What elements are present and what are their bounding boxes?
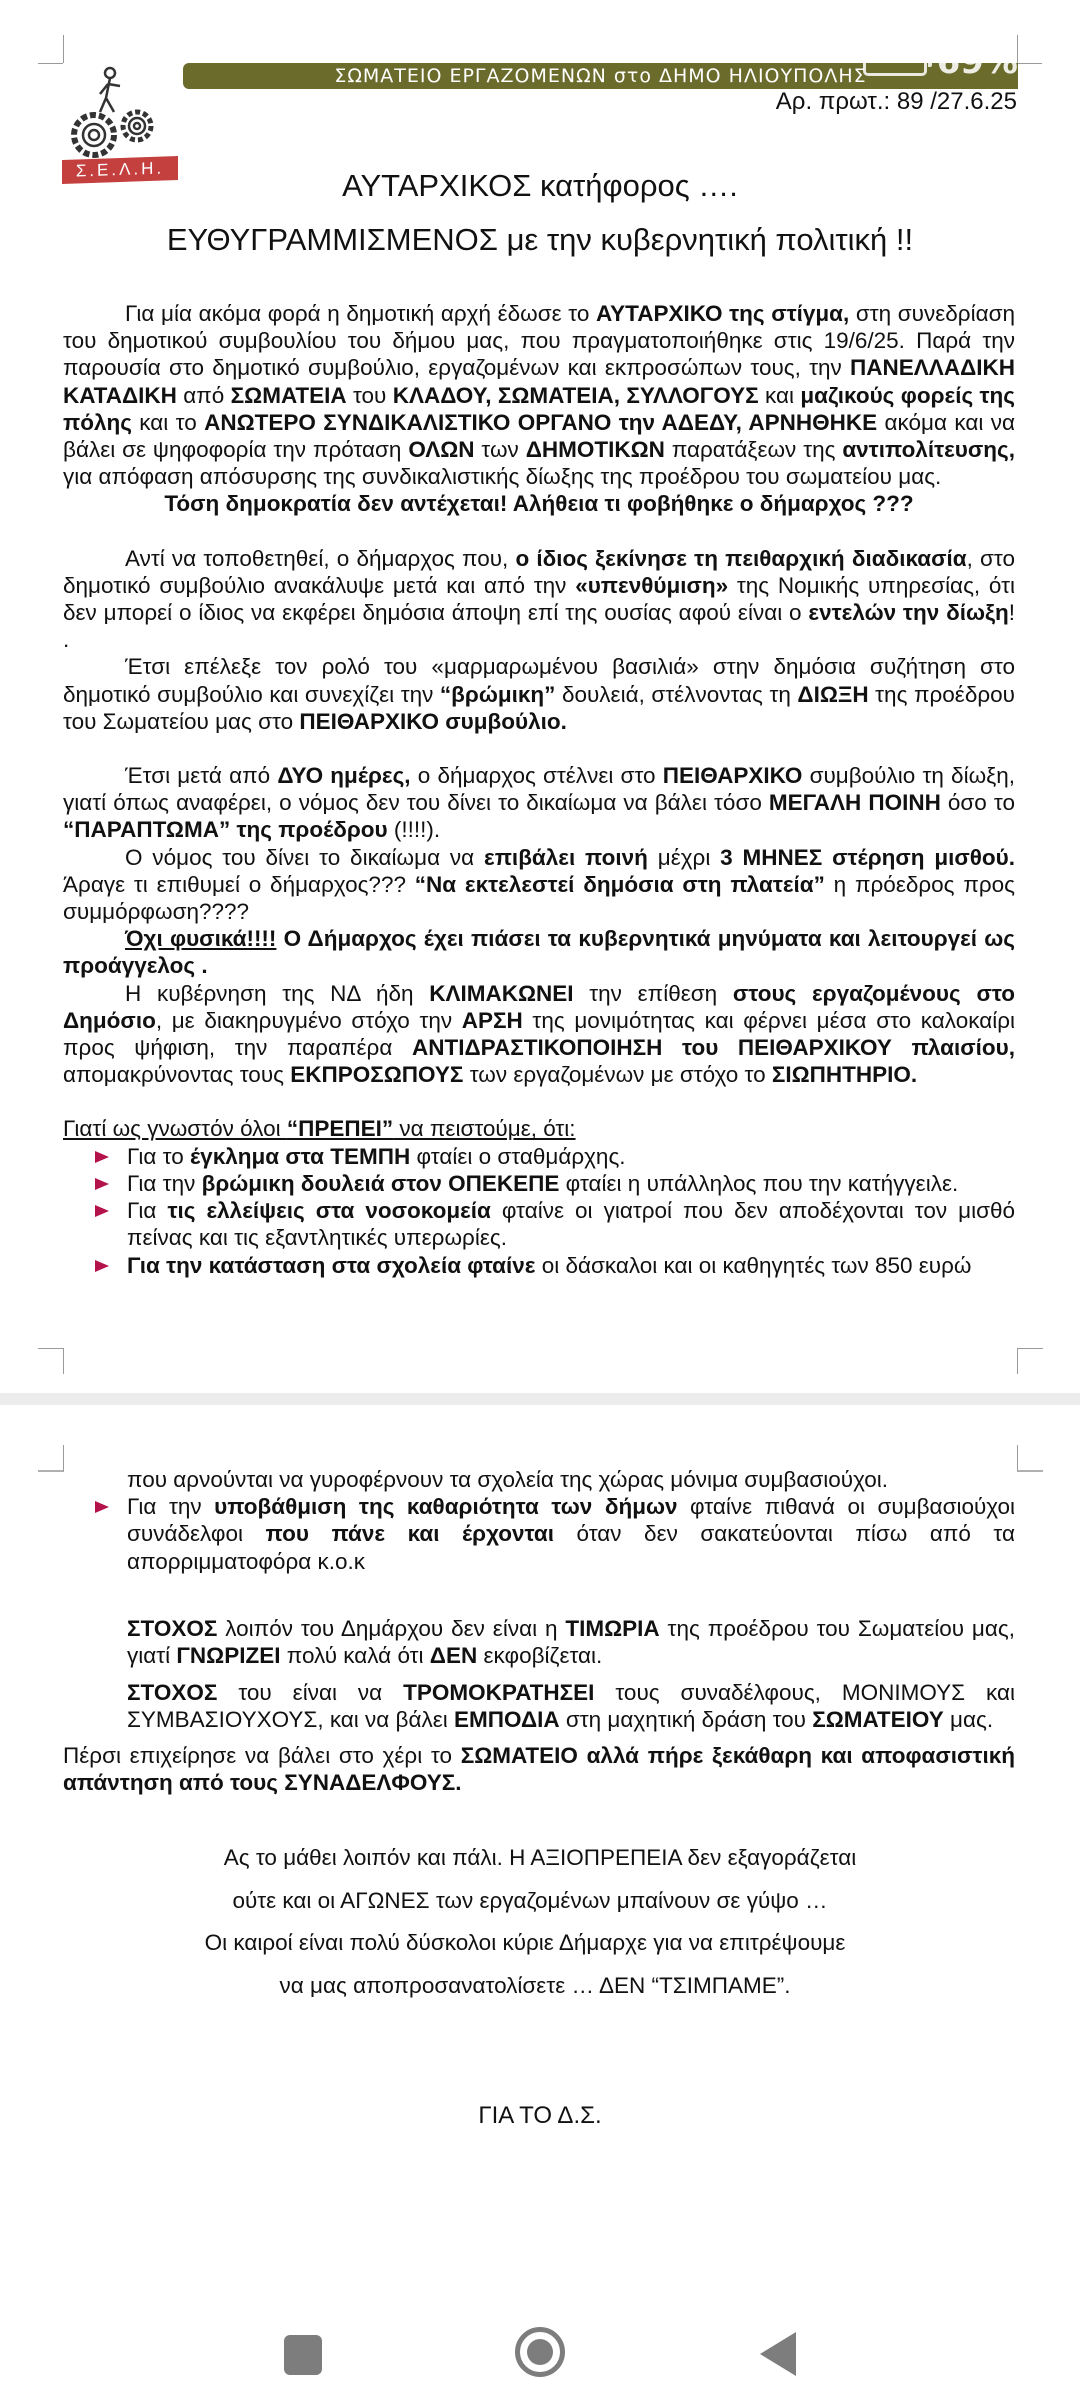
closing-line-1: Ας το μάθει λοιπόν και πάλι. Η ΑΞΙΟΠΡΕΠΕΙΑ δεν εξαγοράζεται [223, 1845, 857, 1870]
arrow-bullet-icon [95, 1205, 109, 1217]
list-item: Για τις ελλείψεις στα νοσοκομεία φταίνε οι γιατροί που δεν αποδέχονται τον μισθό πείνας και τις εξαντλητικές υπερωρίες. [95, 1197, 1015, 1251]
android-navigation-bar [0, 2270, 1080, 2400]
recent-apps-icon[interactable] [284, 2335, 322, 2375]
battery-icon [863, 48, 927, 76]
back-icon[interactable] [760, 2332, 796, 2376]
closing-line-2: ούτε και οι ΑΓΩΝΕΣ των εργαζομένων μπαίνουν σε γύψο … [232, 1888, 828, 1913]
home-icon[interactable] [515, 2327, 565, 2377]
paragraph-last-year: Πέρσι επιχείρησε να βάλει στο χέρι το ΣΩΜΑΤΕΙΟ αλλά πήρε ξεκάθαρη και αποφασιστική απάντηση από τους ΣΥΝΑΔΕΛΦΟΥΣ. [63, 1742, 1015, 1795]
list-item: Για το έγκλημα στα ΤΕΜΠΗ φταίει ο σταθμάρχης. [95, 1143, 1015, 1170]
crop-mark-top-left [38, 1445, 64, 1472]
arrow-bullet-icon [95, 1501, 109, 1513]
crop-mark-bottom-left [38, 1348, 64, 1374]
arrow-bullet-icon [95, 1151, 109, 1163]
logo-text: Σ.Ε.Λ.Η. [62, 156, 178, 184]
union-banner: ΣΩΜΑΤΕΙΟ ΕΡΓΑΖΟΜΕΝΩΝ στο ΔΗΜΟ ΗΛΙΟΥΠΟΛΗΣ [183, 63, 1018, 89]
crop-mark-top-right [1017, 35, 1043, 63]
status-bar-overlay [863, 40, 1018, 84]
list-intro: Γιατί ως γνωστόν όλοι “ΠΡΕΠΕΙ” να πειστούμε, ότι: [63, 1116, 576, 1142]
battery-percent: 69% [936, 42, 1018, 82]
crop-mark-top-right [1017, 1445, 1043, 1472]
list-item: Για την υποβάθμιση της καθαριότητα των δήμων φταίνε πιθανά οι συμβασιούχοι συνάδελφοι που πάνε και έρχονται όταν δεν σακατεύονται πίσω από τα απορριμματοφόρα κ.ο.κ [95, 1493, 1015, 1575]
arrow-bullet-icon [95, 1178, 109, 1190]
paragraph-question: Τόση δημοκρατία δεν αντέχεται! Αλήθεια τι φοβήθηκε ο δήμαρχος ??? [164, 491, 914, 517]
paragraph-law: Ο νόμος του δίνει το δικαίωμα να επιβάλει ποινή μέχρι 3 ΜΗΝΕΣ στέρηση μισθού. Άραγε τι επιθυμεί ο δήμαρχος??? “Να εκτελεστεί δημόσια στη πλατεία” η πρόεδρος προς συμμόρφωση???? [63, 844, 1016, 925]
signature: ΓΙΑ ΤΟ Δ.Σ. [478, 2102, 602, 2129]
list-item: Για την κατάσταση στα σχολεία φταίνε οι δάσκαλοι και οι καθηγητές των 850 ευρώ [95, 1252, 1015, 1279]
closing-line-4: να μας αποπροσανατολίσετε … ΔΕΝ “ΤΣΙΜΠΑΜΕ”. [279, 1973, 791, 1998]
paragraph-intro: Για μία ακόμα φορά η δημοτική αρχή έδωσε το ΑΥΤΑΡΧΙΚΟ της στίγμα, στη συνεδρίαση του δημοτικού συμβουλίου του δήμου μας, που πραγματοποιήθηκε στις 19/6/25. Παρά την παρουσία στο δημοτικό συμβούλιο, εργαζομένων και εκπροσώπων τους, την ΠΑΝΕΛΛΑΔΙΚΗ ΚΑΤΑΔΙΚΗ από ΣΩΜΑΤΕΙΑ του ΚΛΑΔΟΥ, ΣΩΜΑΤΕΙΑ, ΣΥΛΛΟΓΟΥΣ και μαζικούς φορείς της πόλης και το ΑΝΩΤΕΡΟ ΣΥΝΔΙΚΑΛΙΣΤΙΚΟ ΟΡΓΑΝΟ την ΑΔΕΔΥ, ΑΡΝΗΘΗΚΕ ακόμα και να βάλει σε ψηφοφορία την πρόταση ΟΛΩΝ των ΔΗΜΟΤΙΚΩΝ παρατάξεων της αντιπολίτευσης, για απόφαση απόσυρσης της συνδικαλιστικής δίωξης της προέδρου του σωματείου μας. [63, 301, 1015, 490]
protocol-number: Αρ. πρωτ.: 89 /27.6.25 [775, 88, 1017, 115]
arrow-bullet-icon [95, 1260, 109, 1272]
blame-list [63, 1143, 1015, 1279]
paragraph-government: Η κυβέρνηση της ΝΔ ήδη ΚΛΙΜΑΚΩΝΕΙ την επίθεση στους εργαζομένους στο Δημόσιο, με διακηρυγμένο στόχο την ΑΡΣΗ της μονιμότητας και φέρνει μέσα στο καλοκαίρι προς ψήφιση, την παραπέρα ΑΝΤΙΔΡΑΣΤΙΚΟΠΟΙΗΣΗ του ΠΕΙΘΑΡΧΙΚΟΥ πλαισίου, απομακρύνοντας τους ΕΚΠΡΟΣΩΠΟΥΣ των εργαζομένων με στόχο το ΣΙΩΠΗΤΗΡΙΟ. [63, 980, 1016, 1088]
paragraph-of-course-not: Όχι φυσικά!!!! Ο Δήμαρχος έχει πιάσει τα κυβερνητικά μηνύματα και λειτουργεί ως προάγγελος . [63, 926, 1015, 979]
crop-mark-top-right-h [1017, 63, 1042, 64]
crop-mark-top-left [38, 35, 64, 63]
gears-walker-icon [52, 60, 182, 160]
body-section-1 [63, 300, 1015, 1279]
paragraph-goal-1: ΣΤΟΧΟΣ λοιπόν του Δημάρχου δεν είναι η ΤΙΜΩΡΙΑ της προέδρου του Σωματείου μας, γιατί ΓΝΩΡΙΖΕΙ πολύ καλά ότι ΔΕΝ εκφοβίζεται. [127, 1615, 1015, 1669]
paragraph-two-days: Έτσι μετά από ΔΥΟ ημέρες, ο δήμαρχος στέλνει στο ΠΕΙΘΑΡΧΙΚΟ συμβούλιο τη δίωξη, γιατί όπως αναφέρει, ο νόμος δεν του δίνει το δικαίωμα να βάλει τόσο ΜΕΓΑΛΗ ΠΟΙΝΗ όσο το “ΠΑΡΑΠΤΩΜΑ” της προέδρου (!!!!). [63, 763, 1015, 843]
body-section-2 [63, 1466, 1015, 1796]
page-separator [0, 1393, 1080, 1405]
title-line-2: ΕΥΘΥΓΡΑΜΜΙΣΜΕΝΟΣ με την κυβερνητική πολιτική !! [166, 222, 914, 257]
list-item-continuation: που αρνούνται να γυροφέρνουν τα σχολεία της χώρας μόνιμα συμβασιούχοι. [127, 1467, 889, 1492]
title-line-1: ΑΥΤΑΡΧΙΚΟΣ κατήφορος …. [342, 168, 738, 203]
list-item: Για την βρώμικη δουλειά στον ΟΠΕΚΕΠΕ φταίει η υπάλληλος που την κατήγγειλε. [95, 1170, 1015, 1197]
paragraph-mayor: Αντί να τοποθετηθεί, ο δήμαρχος που, ο ίδιος ξεκίνησε τη πειθαρχική διαδικασία, στο δημοτικό συμβούλιο ανακάλυψε μετά και από την «υπενθύμιση» της Νομικής υπηρεσίας, ότι δεν μπορεί ο ίδιος να εκφέρει δημόσια άποψη επί της ουσίας αφού είναι ο εντελών την δίωξη! . [63, 545, 1016, 653]
goal-section [63, 1615, 1015, 1734]
paragraph-goal-2: ΣΤΟΧΟΣ του είναι να ΤΡΟΜΟΚΡΑΤΗΣΕΙ τους συναδέλφους, ΜΟΝΙΜΟΥΣ και ΣΥΜΒΑΣΙΟΥΧΟΥΣ, και να βάλει ΕΜΠΟΔΙΑ στη μαχητική δράση του ΣΩΜΑΤΕΙΟΥ μας. [127, 1680, 1016, 1733]
closing-line-3: Οι καιροί είναι πολύ δύσκολοι κύριε Δήμαρχε για να επιτρέψουμε [204, 1930, 846, 1955]
blame-list-continued [63, 1466, 1015, 1575]
paragraph-king: Έτσι επέλεξε τον ρολό του «μαρμαρωμένου βασιλιά» στην δημόσια συζήτηση στο δημοτικό συμβούλιο και συνεχίζει την “βρώμικη” δουλειά, στέλνοντας τη ΔΙΩΞΗ της προέδρου του Σωματείου μας στο ΠΕΙΘΑΡΧΙΚΟ συμβούλιο. [63, 654, 1015, 734]
crop-mark-bottom-right [1017, 1348, 1043, 1374]
